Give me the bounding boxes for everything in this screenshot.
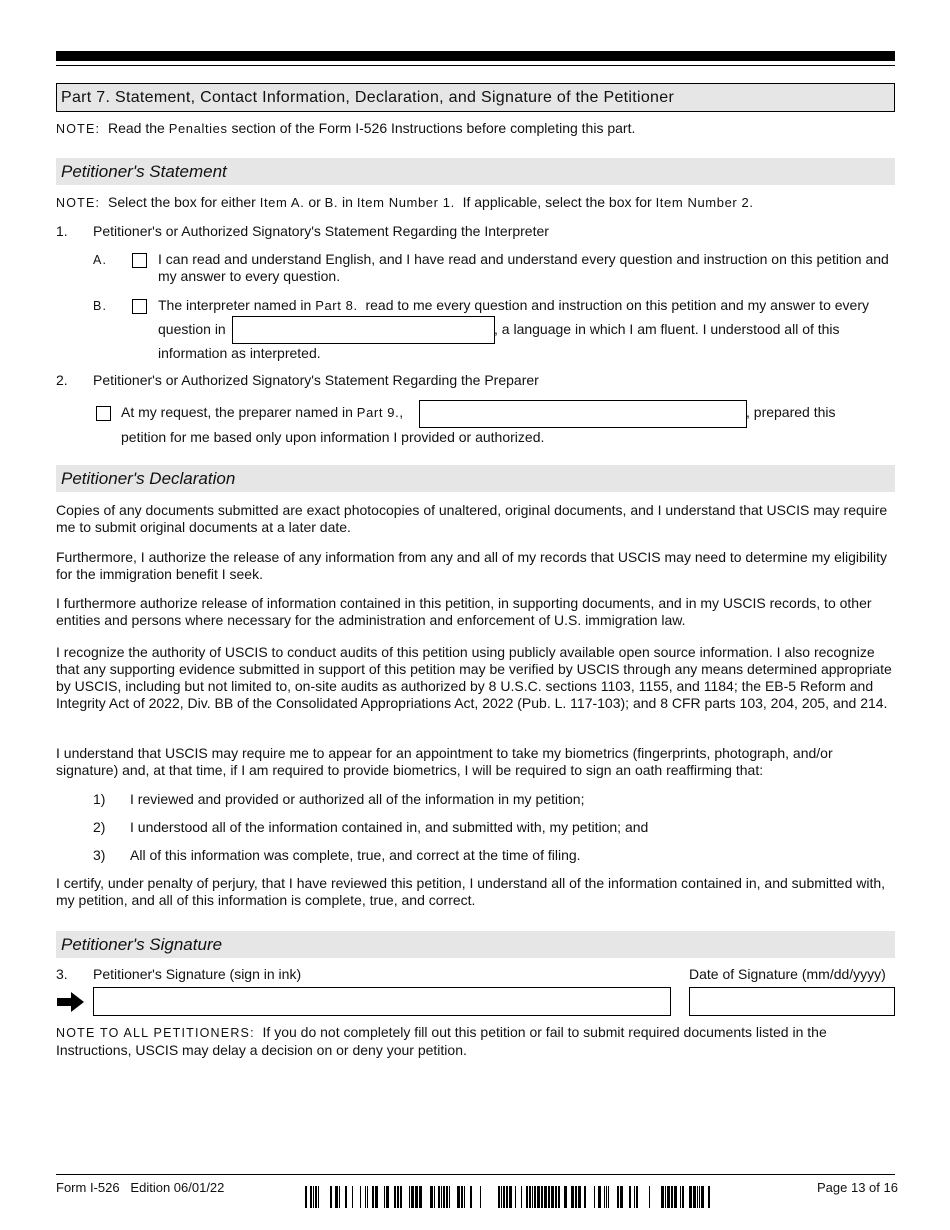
option-a-checkbox[interactable] — [132, 253, 147, 268]
barcode-image — [305, 1186, 713, 1208]
declaration-section-header: Petitioner's Declaration — [56, 465, 895, 492]
top-rule-thin — [56, 65, 895, 66]
item-1-number: 1. — [56, 223, 68, 239]
footer-rule — [56, 1174, 895, 1175]
oath-item-3-text: All of this information was complete, true, and correct at the time of filing. — [130, 847, 581, 863]
declaration-paragraph-1: Copies of any documents submitted are exact photocopies of unaltered, original documents, and I understand that USCIS may require me to submit original documents at a later date. — [56, 502, 888, 535]
signature-section-header: Petitioner's Signature — [56, 931, 895, 958]
option-a-letter: A. — [93, 253, 108, 267]
oath-item-2-text: I understood all of the information contained in, and submitted with, my petition; and — [130, 819, 649, 835]
option-b-question-in: question in — [158, 321, 226, 337]
option-a-text: I can read and understand English, and I have read and understand every question and instruction on this petition and my answer to every question. — [158, 251, 889, 284]
declaration-paragraph-6: I certify, under penalty of perjury, that I have reviewed this petition, I understand all of the information contained in, and submitted with, my petition, and all of this information is complete, true, and correct. — [56, 875, 886, 908]
preparer-line2: petition for me based only upon information I provided or authorized. — [121, 429, 545, 445]
footer-form-edition: Form I-526 Edition 06/01/22 — [56, 1180, 225, 1195]
note-to-all-petitioners: NOTE TO ALL PETITIONERS: If you do not completely fill out this petition or fail to submit required documents listed in the Instructions, USCIS may delay a decision on or deny your petition. — [56, 1024, 827, 1058]
statement-note: NOTE: Select the box for either Item A. or B. in Item Number 1. If applicable, select the box for Item Number 2. — [56, 194, 754, 210]
option-b-letter: B. — [93, 299, 108, 313]
signature-label: Petitioner's Signature (sign in ink) — [93, 966, 302, 982]
option-b-checkbox[interactable] — [132, 299, 147, 314]
preparer-line1: At my request, the preparer named in Part 9., — [121, 404, 404, 420]
preparer-checkbox[interactable] — [96, 406, 111, 421]
part-7-header — [56, 83, 895, 112]
option-b-line3: information as interpreted. — [158, 345, 321, 361]
top-rule-thick — [56, 51, 895, 61]
item-1-label: Petitioner's or Authorized Signatory's Statement Regarding the Interpreter — [93, 223, 549, 239]
part-note: NOTE: Read the Penalties section of the Form I-526 Instructions before completing this part. — [56, 120, 636, 136]
item-2-label: Petitioner's or Authorized Signatory's Statement Regarding the Preparer — [93, 372, 539, 388]
declaration-paragraph-4: I recognize the authority of USCIS to conduct audits of this petition using publicly available open source information. I also recognize that any supporting evidence submitted in support of this petition may be verified by USCIS through any means determined appropriate by USCIS, including but not limited to, on-site audits as authorized by 8 U.S.C. sections 1103, 1155, and 1184; the EB-5 Reform and Integrity Act of 2022, Div. BB of the Consolidated Appropriations Act, 2022 (Pub. L. 117-103); and 8 CFR parts 103, 204, 205, and 214. — [56, 644, 892, 711]
declaration-paragraph-5: I understand that USCIS may require me to appear for an appointment to take my biometrics (fingerprints, photograph, and/or signature) and, at that time, if I am required to provide biometrics, I will be required to sign an oath reaffirming that: — [56, 745, 833, 778]
date-input[interactable] — [689, 987, 895, 1016]
footer-page-number: Page 13 of 16 — [817, 1180, 898, 1195]
preparer-name-input[interactable] — [419, 400, 747, 428]
oath-item-1-number: 1) — [93, 791, 106, 807]
oath-item-3-number: 3) — [93, 847, 106, 863]
part-title: Part 7. Statement, Contact Information, Declaration, and Signature of the Petitioner — [61, 89, 675, 106]
declaration-paragraph-3: I furthermore authorize release of information contained in this petition, in supporting documents, and in my USCIS records, to other entities and persons where necessary for the administration and enforcement of U.S. immigration law. — [56, 595, 872, 628]
statement-section-header: Petitioner's Statement — [56, 158, 895, 185]
item-3-number: 3. — [56, 966, 68, 982]
language-input[interactable] — [232, 316, 495, 344]
preparer-line1-rest: , prepared this — [746, 404, 836, 420]
declaration-paragraph-2: Furthermore, I authorize the release of any information from any and all of my records that USCIS may need to determine my eligibility for the immigration benefit I seek. — [56, 549, 888, 582]
oath-item-2-number: 2) — [93, 819, 106, 835]
oath-item-1-text: I reviewed and provided or authorized all of the information in my petition; — [130, 791, 585, 807]
option-b-line2-rest: , a language in which I am fluent. I understood all of this — [494, 321, 840, 337]
right-arrow-icon — [57, 992, 85, 1012]
date-label: Date of Signature (mm/dd/yyyy) — [689, 966, 886, 982]
signature-input[interactable] — [93, 987, 671, 1016]
item-2-number: 2. — [56, 372, 68, 388]
option-b-line1: The interpreter named in Part 8. read to me every question and instruction on this petition and my answer to every — [158, 297, 869, 313]
